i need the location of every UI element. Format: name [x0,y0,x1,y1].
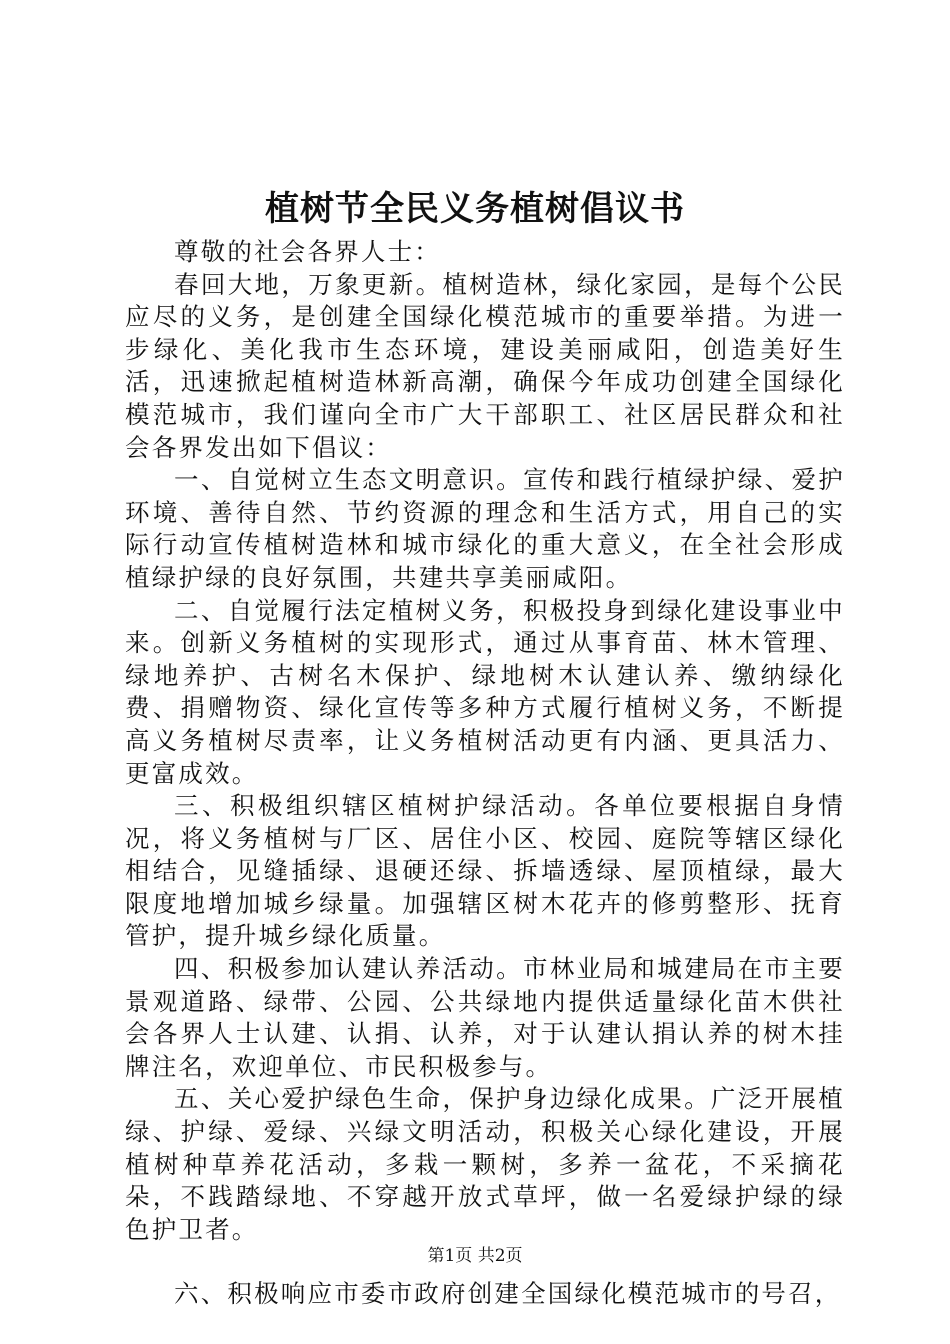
paragraph-item-3: 三、积极组织辖区植树护绿活动。各单位要根据自身情况，将义务植树与厂区、居住小区、校园、庭院等辖区绿化相结合，见缝插绿、退硬还绿、拆墙透绿、屋顶植绿，最大限度地增加城乡绿量。加强辖区树木花卉的修剪整形、抚育管护，提升城乡绿化质量。 [125,791,845,951]
page-number: 第1页 共2页 [427,1246,523,1266]
document-title: 植树节全民义务植树倡议书 [265,189,685,229]
document-body [125,236,845,1311]
paragraph-item-1: 一、自觉树立生态文明意识。宣传和践行植绿护绿、爱护环境、善待自然、节约资源的理念和生活方式，用自己的实际行动宣传植树造林和城市绿化的重大意义，在全社会形成植绿护绿的良好氛围，共建共享美丽咸阳。 [125,465,845,592]
paragraph-item-4: 四、积极参加认建认养活动。市林业局和城建局在市主要景观道路、绿带、公园、公共绿地内提供适量绿化苗木供社会各界人士认建、认捐、认养，对于认建认捐认养的树木挂牌注名，欢迎单位、市民积极参与。 [125,954,845,1081]
salutation: 尊敬的社会各界人士： [174,237,441,266]
paragraph-item-2: 二、自觉履行法定植树义务，积极投身到绿化建设事业中来。创新义务植树的实现形式，通过从事育苗、林木管理、绿地养护、古树名木保护、绿地树木认建认养、缴纳绿化费、捐赠物资、绿化宣传等多种方式履行植树义务，不断提高义务植树尽责率，让义务植树活动更有内涵、更具活力、更富成效。 [125,595,845,788]
paragraph-intro: 春回大地，万象更新。植树造林，绿化家园，是每个公民应尽的义务，是创建全国绿化模范城市的重要举措。为进一步绿化、美化我市生态环境，建设美丽咸阳，创造美好生活，迅速掀起植树造林新高潮，确保今年成功创建全国绿化模范城市，我们谨向全市广大干部职工、社区居民群众和社会各界发出如下倡议： [125,269,845,462]
paragraph-item-6: 六、积极响应市委市政府创建全国绿化模范城市的号召， [174,1279,842,1309]
paragraph-item-5: 五、关心爱护绿色生命，保护身边绿化成果。广泛开展植绿、护绿、爱绿、兴绿文明活动，积极关心绿化建设，开展植树种草养花活动，多栽一颗树，多养一盆花，不采摘花朵，不践踏绿地、不穿越开放式草坪，做一名爱绿护绿的绿色护卫者。 [125,1084,845,1244]
